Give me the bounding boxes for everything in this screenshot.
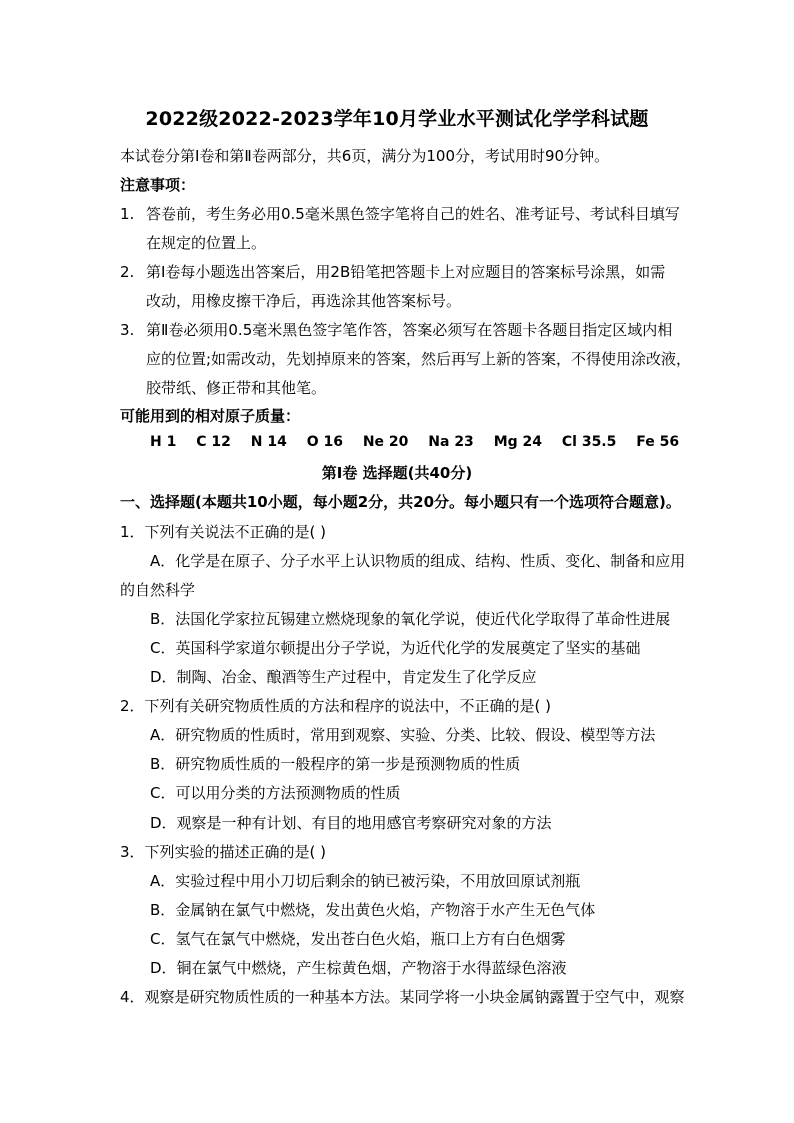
question-stem: 1．下列有关说法不正确的是( ) — [120, 523, 327, 541]
section-title: 第Ⅰ卷 选择题(共40分) — [321, 464, 473, 482]
atomic-mass: Na 23 — [428, 434, 474, 450]
question-option: C．氢气在氯气中燃烧，发出苍白色火焰，瓶口上方有白色烟雾 — [150, 930, 566, 948]
notice-item-1 — [120, 204, 680, 224]
mass-heading: 可能用到的相对原子质量： — [120, 407, 301, 425]
question-option: A．研究物质的性质时，常用到观察、实验、分类、比较、假设、模型等方法 — [150, 726, 656, 744]
notice-heading: 注意事项： — [120, 176, 196, 194]
question-stem: 2．下列有关研究物质性质的方法和程序的说法中，不正确的是( ) — [120, 697, 552, 715]
question-stem: 3．下列实验的描述正确的是( ) — [120, 843, 327, 861]
notice-line: 第Ⅰ卷每小题选出答案后，用2B铅笔把答题卡上对应题目的答案标号涂黑，如需 — [146, 263, 666, 281]
notice-line: 第Ⅱ卷必须用0.5毫米黑色签字笔作答，答案必须写在答题卡各题目指定区域内相 — [146, 321, 673, 339]
question-stem: 4．观察是研究物质性质的一种基本方法。某同学将一小块金属钠露置于空气中，观察 — [120, 988, 685, 1006]
notice-item-2 — [120, 262, 665, 282]
question-option: B．研究物质性质的一般程序的第一步是预测物质的性质 — [150, 755, 521, 773]
question-option: D．铜在氯气中燃烧，产生棕黄色烟，产物溶于水得蓝绿色溶液 — [150, 959, 567, 977]
notice-line: 答卷前，考生务必用0.5毫米黑色签字笔将自己的姓名、准考证号、考试科目填写 — [146, 205, 680, 223]
atomic-mass: Cl 35.5 — [561, 434, 617, 450]
question-option: D．观察是一种有计划、有目的地用感官考察研究对象的方法 — [150, 814, 552, 832]
atomic-mass: Mg 24 — [493, 434, 542, 450]
question-option: D．制陶、冶金、酿酒等生产过程中，肯定发生了化学反应 — [150, 668, 537, 686]
notice-line: 在规定的位置上。 — [146, 234, 267, 252]
atomic-mass: O 16 — [306, 434, 343, 450]
question-option: A．实验过程中用小刀切后剩余的钠已被污染，不用放回原试剂瓶 — [150, 872, 581, 890]
atomic-mass-list — [150, 434, 694, 450]
notice-number: 3. — [120, 321, 135, 339]
notice-number: 2. — [120, 263, 135, 281]
atomic-mass: Fe 56 — [636, 434, 680, 450]
atomic-mass: C 12 — [196, 434, 231, 450]
question-option: C．可以用分类的方法预测物质的性质 — [150, 784, 401, 802]
exam-title: 2022级2022-2023学年10月学业水平测试化学学科试题 — [145, 108, 649, 130]
atomic-mass: H 1 — [150, 434, 177, 450]
intro-text: 本试卷分第Ⅰ卷和第Ⅱ卷两部分，共6页，满分为100分，考试用时90分钟。 — [120, 147, 610, 165]
question-option: B．金属钠在氯气中燃烧，发出黄色火焰，产物溶于水产生无色气体 — [150, 901, 596, 919]
atomic-mass: Ne 20 — [362, 434, 409, 450]
question-option: B．法国化学家拉瓦锡建立燃烧现象的氧化学说，使近代化学取得了革命性进展 — [150, 610, 671, 628]
notice-number: 1. — [120, 205, 135, 223]
atomic-mass: N 14 — [250, 434, 287, 450]
notice-line: 应的位置;如需改动，先划掉原来的答案，然后再写上新的答案，不得使用涂改液， — [146, 350, 692, 368]
part-heading: 一、选择题(本题共10小题，每小题2分，共20分。每小题只有一个选项符合题意)。 — [120, 493, 681, 511]
question-option: C．英国科学家道尔顿提出分子学说，为近代化学的发展奠定了坚实的基础 — [150, 639, 641, 657]
notice-item-3 — [120, 320, 672, 340]
question-option: A．化学是在原子、分子水平上认识物质的组成、结构、性质、变化、制备和应用 — [150, 552, 686, 570]
question-option: 的自然科学 — [120, 581, 196, 599]
notice-line: 改动，用橡皮擦干净后，再选涂其他答案标号。 — [146, 292, 462, 310]
notice-line: 胶带纸、修正带和其他笔。 — [146, 379, 327, 397]
